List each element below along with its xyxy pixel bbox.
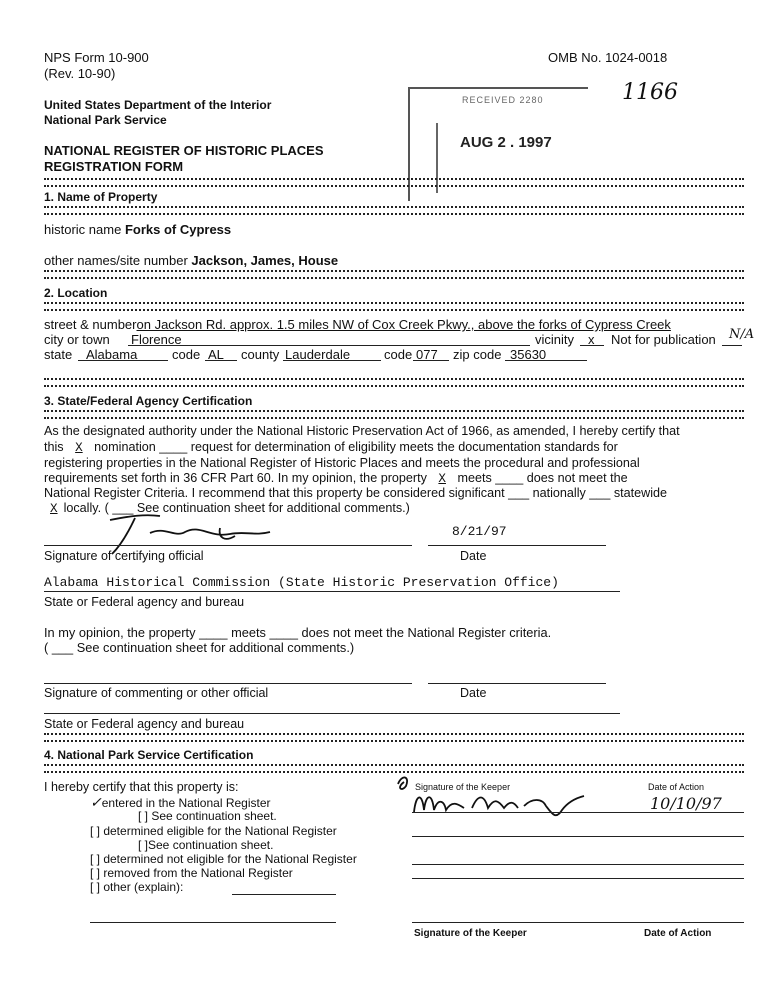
city-label: city or town [44,332,110,347]
certifying-agency: Alabama Historical Commission (State Historic Preservation Office) [44,575,559,590]
certification-line-2 [44,440,618,455]
street-value: on Jackson Rd. approx. 1.5 miles NW of Cox Creek Pkwy., above the forks of Cypress Creek [136,317,671,332]
certifying-signature-line [44,545,412,546]
certification-line-6-rest: locally. ( ___ See continuation sheet for additional comments.) [63,501,410,515]
divider [44,178,744,187]
certification-line-3: registering properties in the National Register of Historic Places and meets the procedural and professional [44,456,640,470]
other-names-row [44,253,338,268]
form-revision: (Rev. 10-90) [44,66,116,81]
keeper-signature [392,770,592,826]
certification-line-4a: requirements set forth in 36 CFR Part 60. In my opinion, the property [44,471,427,485]
keeper-label-small: Signature of the Keeper [415,782,511,792]
option-entered-label: entered in the National Register [101,796,271,810]
certification-line-4 [44,471,628,486]
state-code-underline [205,360,237,361]
section-1-heading: 1. Name of Property [44,190,158,204]
historic-name-value: Forks of Cypress [124,222,232,237]
section-4-heading: 4. National Park Service Certification [44,748,254,762]
agency-label: State or Federal agency and bureau [44,595,245,609]
certification-line-2-rest: nomination ____ request for determination of eligibility meets the documentation standards for [94,440,618,454]
option-removed: [ ] removed from the National Register [90,866,293,880]
state-code-label: code [172,347,201,362]
certification-date-line [428,545,606,546]
check-mark-icon: ✓ [90,795,102,811]
certification-line-5: National Register Criteria. I recommend that this property be considered significant ___ nationally ___ statewide [44,486,668,500]
state-label: state [44,347,73,362]
historic-name-label: historic name [44,222,122,237]
divider [44,206,744,215]
option-other: [ ] other (explain): [90,880,184,894]
agency-line [44,591,620,592]
certification-date: 8/21/97 [452,524,507,539]
county-value: Lauderdale [285,347,351,362]
keeper-line-3 [412,864,744,865]
nomination-mark: X [75,441,83,455]
option-not-eligible: [ ] determined not eligible for the National Register [90,852,357,866]
divider [44,733,744,742]
divider [44,378,744,387]
keeper-line-4 [412,878,744,879]
other-names-value: Jackson, James, House [191,253,339,268]
street-label: street & number [44,317,137,332]
zip-label: zip code [453,347,502,362]
section-2-heading: 2. Location [44,286,108,300]
stamp-received-text: RECEIVED 2280 [462,95,544,105]
action-label-small: Date of Action [648,782,705,792]
agency-label-2: State or Federal agency and bureau [44,717,245,731]
meets-mark: X [438,472,446,486]
option-entered-continuation: [ ] See continuation sheet. [138,809,277,823]
county-code-value: 077 [416,347,438,362]
opinion-line: In my opinion, the property ____ meets ____ does not meet the National Register criteria. [44,625,552,640]
option-eligible-continuation: [ ]See continuation sheet. [138,838,274,852]
commenting-signature-line [44,683,412,684]
agency-line-2 [44,713,620,714]
other-explain-line [232,894,336,895]
stamp-date: AUG 2 . 1997 [460,134,552,151]
street-row [44,317,671,332]
commenting-signature-label: Signature of commenting or other official [44,686,269,700]
state-code-value: AL [208,347,224,362]
vicinity-label: vicinity [535,332,575,347]
certification-this: this [44,440,64,454]
county-underline [283,360,381,361]
keeper-line-5 [412,922,744,923]
omb-number: OMB No. 1024-0018 [548,50,668,65]
action-date: 10/10/97 [650,794,722,813]
other-explain-line-2 [90,922,336,923]
handwritten-reference: 1166 [622,80,678,105]
historic-name-row [44,222,231,237]
divider [44,302,744,311]
option-eligible: [ ] determined eligible for the National Register [90,824,337,838]
city-value: Florence [131,332,182,347]
vicinity-underline [580,345,604,346]
county-code-label: code [384,347,413,362]
section-3-heading: 3. State/Federal Agency Certification [44,394,253,408]
county-code-underline [413,360,449,361]
form-number: NPS Form 10-900 [44,50,149,65]
keeper-line-1 [412,812,744,813]
nps-intro: I hereby certify that this property is: [44,780,239,794]
state-underline [78,360,168,361]
certifying-signature-label: Signature of certifying official [44,549,204,563]
divider [44,410,744,419]
zip-underline [505,360,587,361]
commenting-date-line [428,683,606,684]
certification-line-4b: meets ____ does not meet the [457,471,628,485]
not-for-publication-value: N/A [729,327,755,342]
county-label: county [241,347,280,362]
department: United States Department of the Interior [44,98,272,112]
state-value: Alabama [86,347,138,362]
date-of-action-label: Date of Action [644,928,712,939]
form-title-line2: REGISTRATION FORM [44,159,184,174]
commenting-date-label: Date [460,686,487,700]
other-names-label: other names/site number [44,253,188,268]
form-title-line1: NATIONAL REGISTER OF HISTORIC PLACES [44,143,324,158]
city-underline [128,345,530,346]
vicinity-value: x [588,332,595,347]
opinion-line-2: ( ___ See continuation sheet for additional comments.) [44,640,355,655]
divider [44,270,744,279]
not-for-publication-underline [722,345,742,346]
service: National Park Service [44,113,167,127]
not-for-publication-label: Not for publication [611,332,716,347]
keeper-line-2 [412,836,744,837]
certification-date-label: Date [460,549,487,563]
zip-value: 35630 [510,347,547,362]
certification-line-1: As the designated authority under the National Historic Preservation Act of 1966, as amended, I hereby certify that [44,424,680,438]
keeper-signature-label: Signature of the Keeper [414,928,527,939]
locally-mark: X [50,502,58,516]
